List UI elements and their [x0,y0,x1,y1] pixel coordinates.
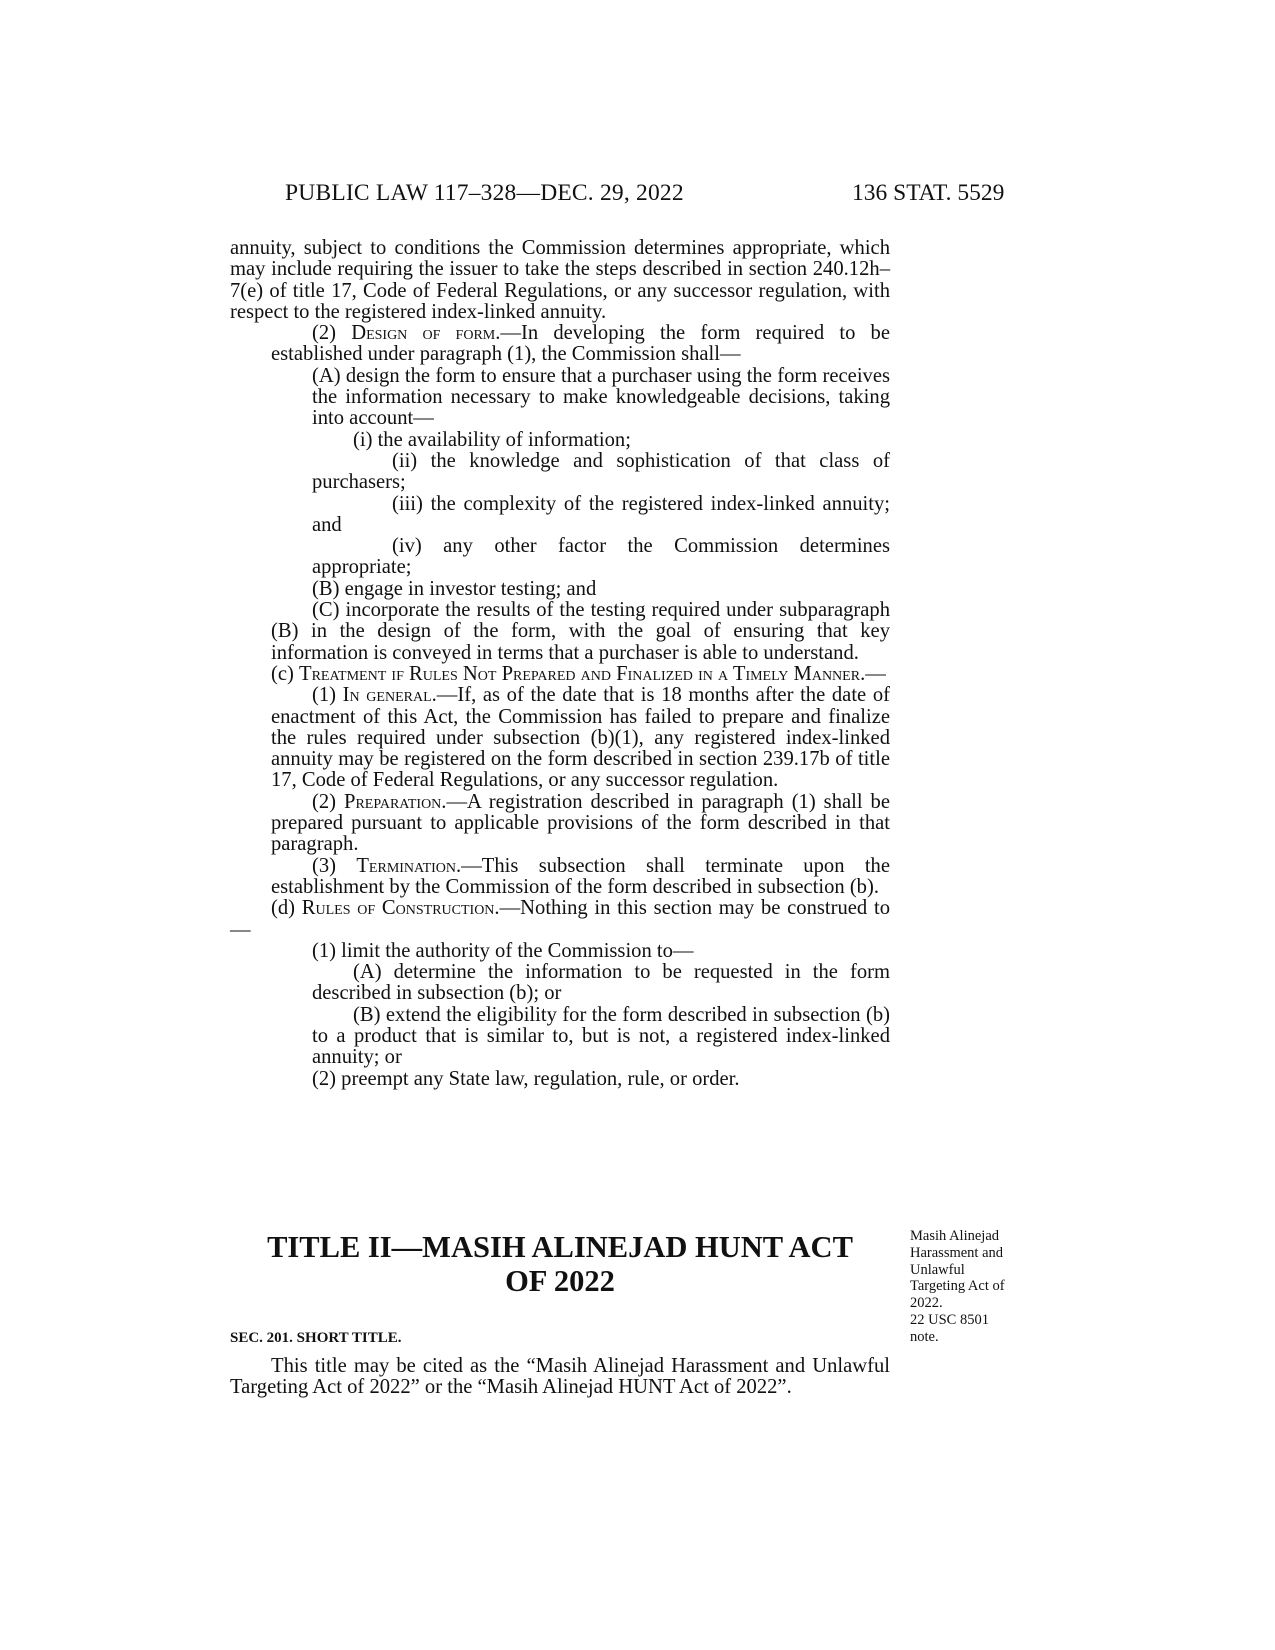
paragraph-continuation: annuity, subject to conditions the Commission determines appropriate, which may include requiring the issuer to take the steps described in section 240.12h–7(e) of title 17, Code of Federal Regulations, or any successor regulation, with respect to the registered index-linked annuity. [230,237,890,323]
section-heading: SEC. 201. SHORT TITLE. [230,1330,402,1346]
margin-note-line: 2022. [910,1295,943,1312]
subsection-heading: Rules of Construction [301,897,495,920]
clause-iii: (iii) the complexity of the registered index-linked annuity; and [312,492,890,536]
subparagraph-a: (A) design the form to ensure that a purchaser using the form receives the information necessary to make knowledgeable decisions, taking into account— [312,364,890,430]
subparagraph-b: (B) engage in investor testing; and [312,577,597,600]
clause-iv: (iv) any other factor the Commission determines appropriate; [312,535,890,579]
page-number: 136 STAT. 5529 [852,180,1005,206]
paragraph-heading: In general [342,684,432,707]
paragraph-c-3: (3) Termination.—This subsection shall terminate upon the establishment by the Commission of the form described in subsection (b). [271,854,890,898]
paragraph-heading: Design of form [351,322,496,345]
margin-note [910,1228,1050,1346]
margin-note-line: note. [910,1328,939,1345]
paragraph-c-2: (2) Preparation.—A registration described in paragraph (1) shall be prepared pursuant to applicable provisions of the form described in that paragraph. [271,790,890,856]
clause-i: (i) the availability of information; [353,428,631,451]
statute-body [230,238,890,1090]
running-header [0,180,1275,214]
paragraph-d-1: (1) limit the authority of the Commission to— [312,939,694,962]
margin-note-line: Targeting Act of [910,1278,1005,1295]
title-line-2: OF 2022 [505,1264,615,1298]
paragraph-c-1: (1) In general.—If, as of the date that is 18 months after the date of enactment of this Act, the Commission has failed to prepare and finalize the rules required under subsection (b)(1), any registered index-linked annuity may be registered on the form described in section 239.17b of title 17, Code of Federal Regulations, or any successor regulation. [271,684,890,792]
margin-note-line: Harassment and [910,1244,1004,1261]
title-heading [230,1230,890,1298]
clause-ii: (ii) the knowledge and sophistication of that class of purchasers; [312,449,890,494]
subsection-c: (c) Treatment if Rules Not Prepared and Finalized in a Timely Manner.— [271,662,886,685]
section-text: This title may be cited as the “Masih Alinejad Harassment and Unlawful Targeting Act of 2022” or the “Masih Alinejad HUNT Act of 2022”. [230,1355,890,1399]
margin-note-line: Masih Alinejad [910,1228,1000,1244]
paragraph-heading: Preparation [344,790,442,813]
margin-note-line: Unlawful [910,1261,965,1278]
paragraph-d-2: (2) preempt any State law, regulation, rule, or order. [312,1067,740,1090]
subparagraph-d-b: (B) extend the eligibility for the form described in subsection (b) to a product that is similar to, but is not, a registered index-linked annuity; or [312,1003,890,1069]
subparagraph-d-a: (A) determine the information to be requested in the form described in subsection (b); or [312,961,890,1005]
paragraph-2: (2) Design of form.—In developing the form required to be established under paragraph (1), the Commission shall— [271,322,890,366]
title-line-1: TITLE II—MASIH ALINEJAD HUNT ACT [267,1230,853,1264]
running-head: PUBLIC LAW 117–328—DEC. 29, 2022 [285,180,684,206]
subsection-d: (d) Rules of Construction.—Nothing in this section may be construed to— [230,897,890,941]
subparagraph-c: (C) incorporate the results of the testing required under subparagraph (B) in the design of the form, with the goal of ensuring that key information is conveyed in terms that a purchaser is able to understand. [271,599,890,664]
subsection-heading: Treatment if Rules Not Prepared and Finalized in a Timely Manner [299,662,861,685]
paragraph-heading: Termination [356,854,457,877]
margin-note-line: 22 USC 8501 [910,1311,989,1328]
